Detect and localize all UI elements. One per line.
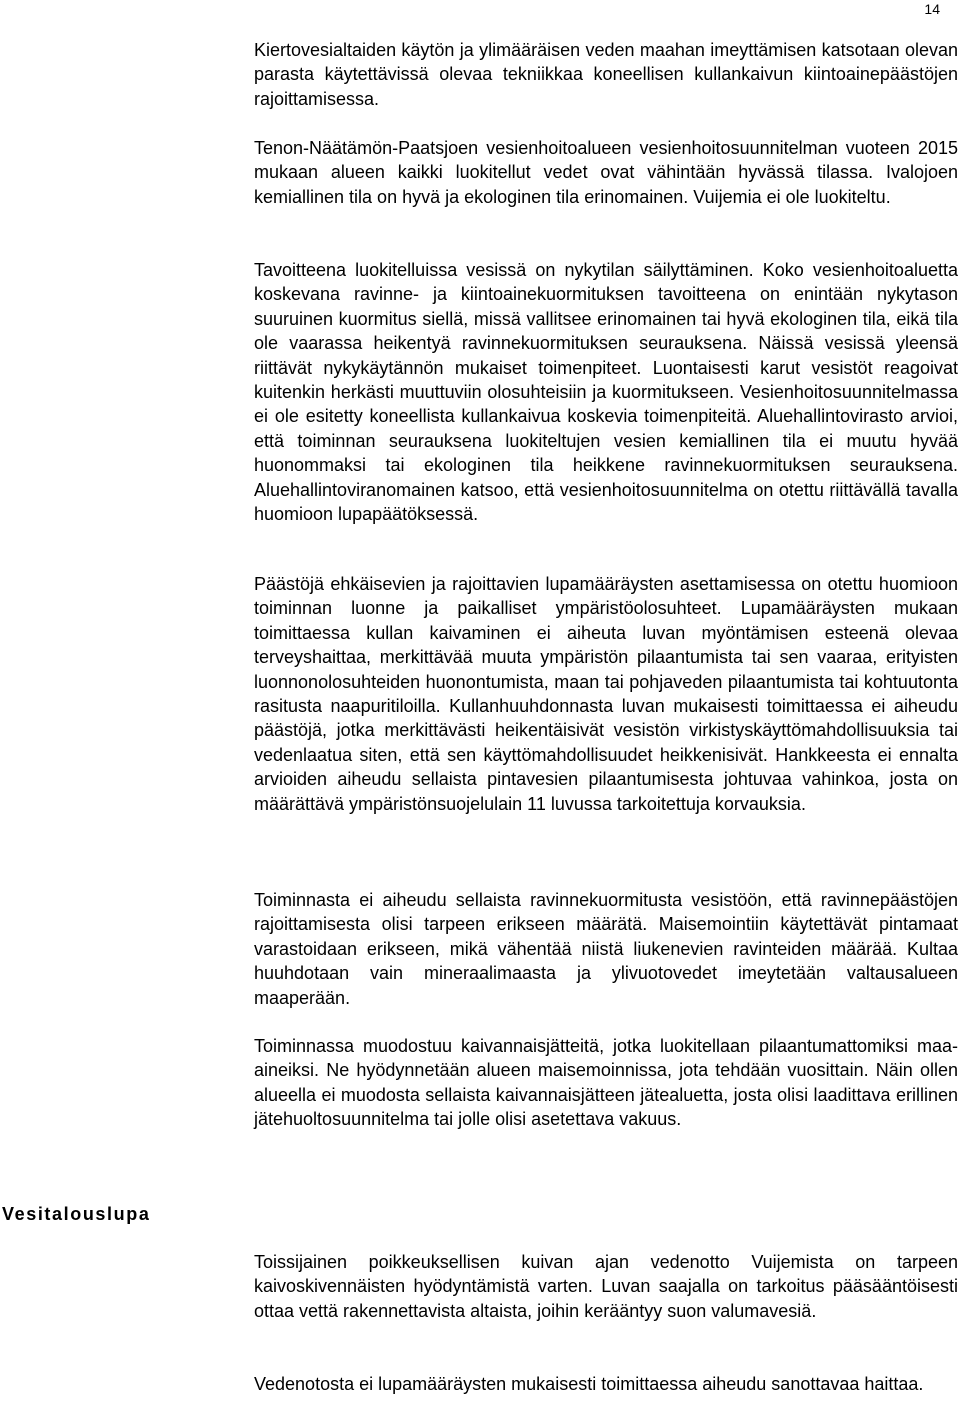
- page-number: 14: [924, 1, 940, 17]
- paragraph-text: Toissijainen poikkeuksellisen kuivan ajan vedenotto Vuijemista on tarpeen kaivoskivennäisten hyödyntämistä varten. Luvan saajalla on tarkoitus pääsääntöisesti ottaa vettä rakennettavista altaista, joihin kerääntyy suon valumavesiä.: [254, 1252, 958, 1321]
- paragraph-water-management-plan: [254, 136, 958, 209]
- paragraph-circulation-basins: [254, 38, 958, 111]
- paragraph-text: Vedenotosta ei lupamääräysten mukaisesti toimittaessa aiheudu sanottavaa haittaa.: [254, 1374, 924, 1394]
- section-heading-water-permit: Vesitalouslupa: [2, 1204, 151, 1224]
- paragraph-nutrient-load: [254, 888, 958, 1010]
- paragraph-text: Toiminnasta ei aiheudu sellaista ravinnekuormitusta vesistöön, että ravinnepäästöjen rajoittamisesta olisi tarpeen erikseen määrätä. Maisemointiin käytettävät pintamaat varastoidaan erikseen, mikä vähentää niistä liukenevien ravinteiden määrää. Kultaa huuhdotaan vain mineraalimaasta ja ylivuotovedet imeytetään valtausalueen maaperään.: [254, 890, 958, 1008]
- paragraph-text: Kiertovesialtaiden käytön ja ylimääräisen veden maahan imeyttämisen katsotaan olevan parasta käytettävissä olevaa tekniikkaa koneellisen kullankaivun kiintoainepäästöjen rajoittamisessa.: [254, 40, 958, 109]
- paragraph-text: Päästöjä ehkäisevien ja rajoittavien lupamääräysten asettamisessa on otettu huomioon toiminnan luonne ja paikalliset ympäristöolosuhteet. Lupamääräysten mukaan toimittaessa kullan kaivaminen ei aiheuta luvan myöntämisen esteenä olevaa terveyshaittaa, merkittävää muuta ympäristön pilaantumista tai sen vaaraa, erityisten luonnonolosuhteiden huonontumista, maan tai pohjaveden pilaantumista tai kohtuutonta rasitusta naapuritiloilla. Kullanhuuhdonnasta luvan mukaisesti toimittaessa ei aiheudu päästöjä, jotka merkittävästi heikentäisivät vesistön virkistyskäyttömahdollisuuksia tai vedenlaatua siten, että sen käyttömahdollisuudet heikkenisivät. Hankkeesta ei ennalta arvioiden aiheudu sellaista pintavesien pilaantumisesta johtuvaa vahinkoa, josta on määrättävä ympäristönsuojelulain 11 luvussa tarkoitettuja korvauksia.: [254, 574, 958, 814]
- paragraph-text: Tavoitteena luokitelluissa vesissä on nykytilan säilyttäminen. Koko vesienhoitoaluetta koskevana ravinne- ja kiintoainekuormituksen tavoitteena on enintään nykytason suuruinen kuormitus siellä, missä vallitsee erinomainen tai hyvä ekologinen tila, eikä tila ole vaarassa heikentyä ravinnekuormituksen seurauksena. Näissä vesissä yleensä riittävät nykykäytännön mukaiset toimenpiteet. Luontaisesti karut vesistöt reagoivat kuitenkin herkästi muuttuviin olosuhteisiin ja kuormitukseen. Vesienhoitosuunnitelmassa ei ole esitetty koneellista kullankaivua koskevia toimenpiteitä. Aluehallintovirasto arvioi, että toiminnan seurauksena luokiteltujen vesien kemiallinen tila ei muutu hyvää huonommaksi tai ekologinen tila heikkene ravinnekuormituksen seurauksena. Aluehallintoviranomainen katsoo, että vesienhoitosuunnitelma on otettu riittävällä tavalla huomioon lupapäätöksessä.: [254, 260, 958, 525]
- paragraph-extractive-waste: [254, 1034, 958, 1132]
- paragraph-objectives: [254, 258, 958, 526]
- paragraph-emission-regulations: [254, 572, 958, 816]
- paragraph-water-intake: [254, 1250, 958, 1323]
- paragraph-text: Toiminnassa muodostuu kaivannaisjätteitä, jotka luokitellaan pilaantumattomiksi maa-aineiksi. Ne hyödynnetään alueen maisemoinnissa, jota tehdään vuosittain. Näin ollen alueella ei muodosta sellaista kaivannaisjätteen jätealuetta, josta olisi laadittava erillinen jätehuoltosuunnitelma tai jolle olisi asetettava vakuus.: [254, 1036, 958, 1130]
- paragraph-no-harm: [254, 1372, 958, 1396]
- paragraph-text: Tenon-Näätämön-Paatsjoen vesienhoitoalueen vesienhoitosuunnitelman vuoteen 2015 mukaan alueen kaikki luokitellut vedet ovat vähintään hyvässä tilassa. Ivalojoen kemiallinen tila on hyvä ja ekologinen tila erinomainen. Vuijemia ei ole luokiteltu.: [254, 138, 958, 207]
